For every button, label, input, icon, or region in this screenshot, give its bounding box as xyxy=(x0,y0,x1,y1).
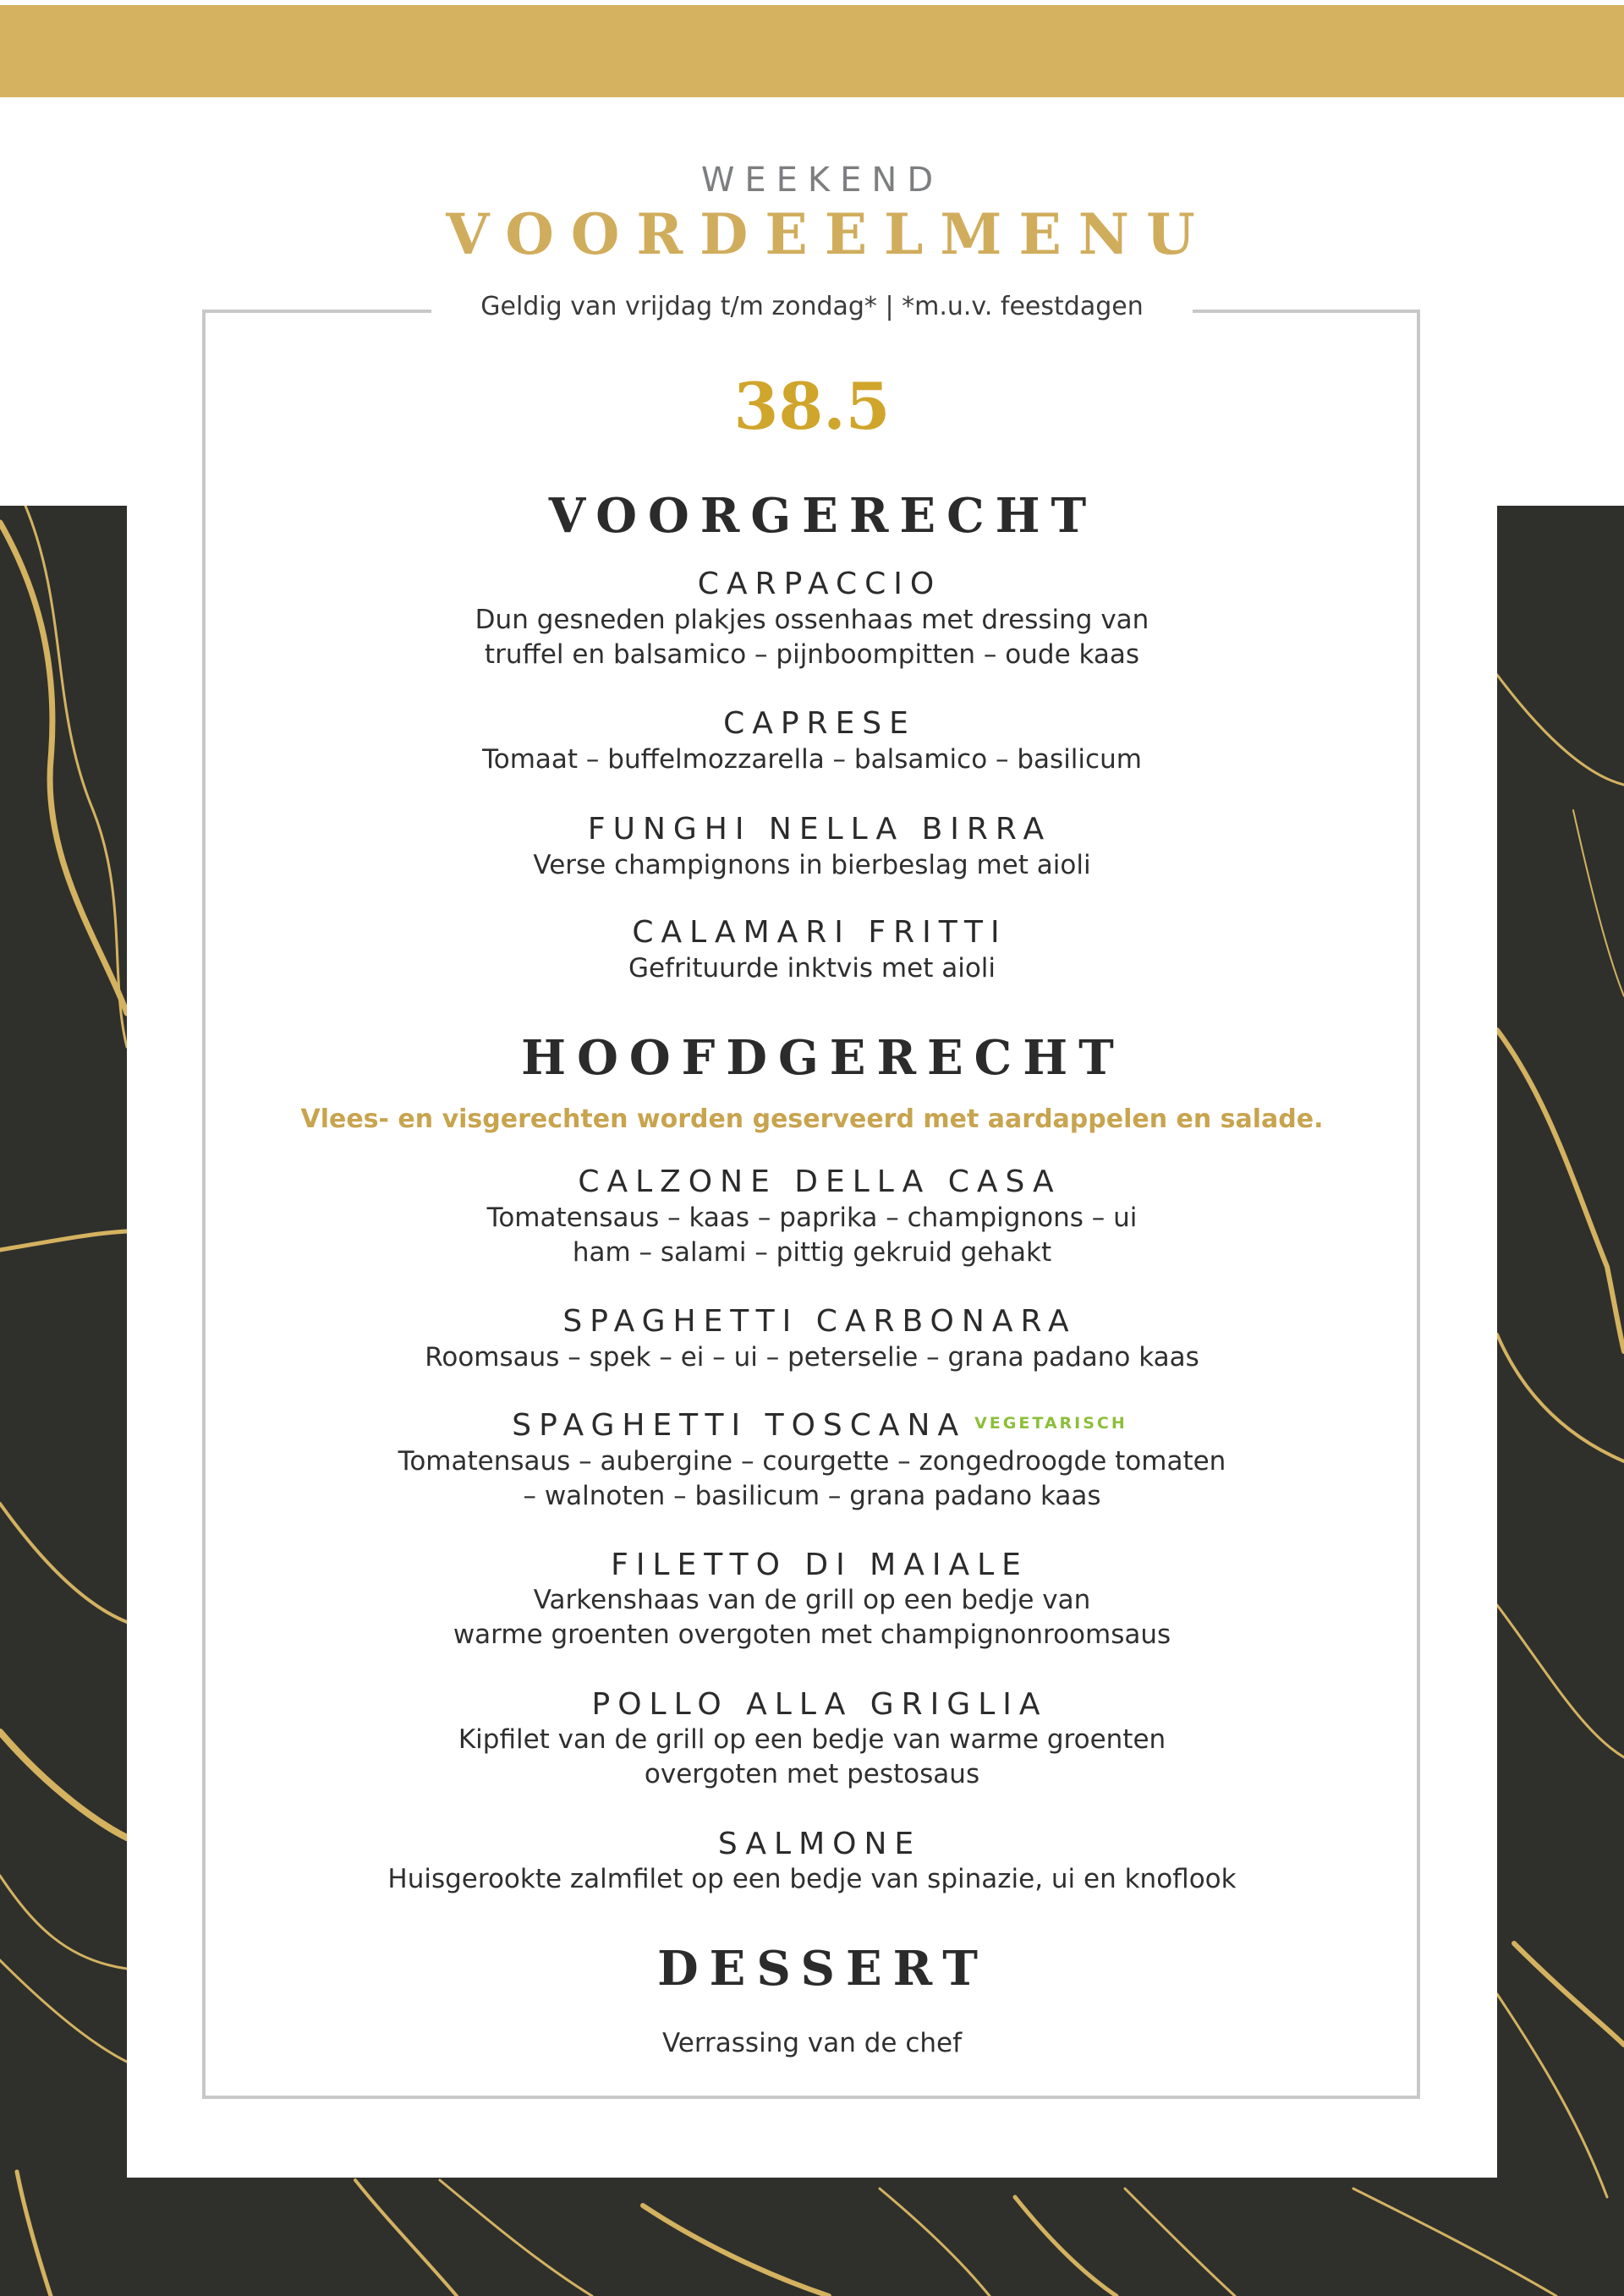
dessert-description: Verrassing van de chef xyxy=(661,2028,963,2058)
section-heading-dessert: DESSERT xyxy=(657,1941,989,1997)
dish-description: Roomsaus – spek – ei – ui – peterselie – grana padano kaas xyxy=(425,1342,1199,1373)
section-heading-mains: HOOFDGERECHT xyxy=(521,1030,1125,1086)
dish-description: Tomaat – buffelmozzarella – balsamico – basilicum xyxy=(482,744,1142,775)
dish-name: CARPACCIO xyxy=(697,567,942,601)
menu-title: VOORDEELMENU xyxy=(446,201,1212,267)
dish-description: Gefrituurde inktvis met aioli xyxy=(628,953,996,984)
mains-note: Vlees- en visgerechten worden geserveerd met aardappelen en salade. xyxy=(300,1104,1324,1134)
dish-description: Verse champignons in bierbeslag met aioli xyxy=(533,850,1091,880)
dish-name-with-badge xyxy=(0,1408,1624,1443)
top-gold-bar xyxy=(0,5,1624,97)
section-heading-starters: VOORGERECHT xyxy=(548,488,1098,544)
dish-description: Kipfilet van de grill op een bedje van warme groenten xyxy=(458,1724,1166,1755)
dish-name: POLLO ALLA GRIGLIA xyxy=(591,1687,1048,1722)
dish-description: Huisgerookte zalmfilet op een bedje van spinazie, ui en knoflook xyxy=(387,1864,1237,1894)
dish-name: CAPRESE xyxy=(723,706,916,741)
dish-name: CALZONE DELLA CASA xyxy=(578,1164,1062,1199)
dish-name: CALAMARI FRITTI xyxy=(632,915,1007,950)
dish-name: SPAGHETTI CARBONARA xyxy=(562,1304,1077,1339)
dish-description: warme groenten overgoten met champignonroomsaus xyxy=(453,1619,1171,1650)
dish-description: – walnoten – basilicum – grana padano kaas xyxy=(523,1481,1101,1511)
dish-description: Tomatensaus – aubergine – courgette – zongedroogde tomaten xyxy=(398,1446,1226,1477)
dish-description: truffel en balsamico – pijnboompitten – oude kaas xyxy=(484,639,1140,670)
dish-name: SALMONE xyxy=(717,1827,922,1861)
dish-name: FILETTO DI MAIALE xyxy=(611,1548,1029,1582)
dish-description: Tomatensaus – kaas – paprika – champignons – ui xyxy=(486,1203,1138,1233)
menu-price: 38.5 xyxy=(733,369,891,444)
weekend-label: WEEKEND xyxy=(700,161,944,200)
validity-note: Geldig van vrijdag t/m zondag* | *m.u.v. feestdagen xyxy=(480,292,1144,321)
dish-description: Varkenshaas van de grill op een bedje van xyxy=(533,1585,1091,1615)
dish-description: overgoten met pestosaus xyxy=(644,1759,980,1789)
vegetarian-badge: VEGETARISCH xyxy=(974,1414,1127,1433)
dish-name: SPAGHETTI TOSCANA xyxy=(512,1408,967,1443)
dish-name: FUNGHI NELLA BIRRA xyxy=(587,812,1052,847)
dish-description: Dun gesneden plakjes ossenhaas met dressing van xyxy=(475,605,1149,635)
dish-description: ham – salami – pittig gekruid gehakt xyxy=(572,1237,1052,1268)
